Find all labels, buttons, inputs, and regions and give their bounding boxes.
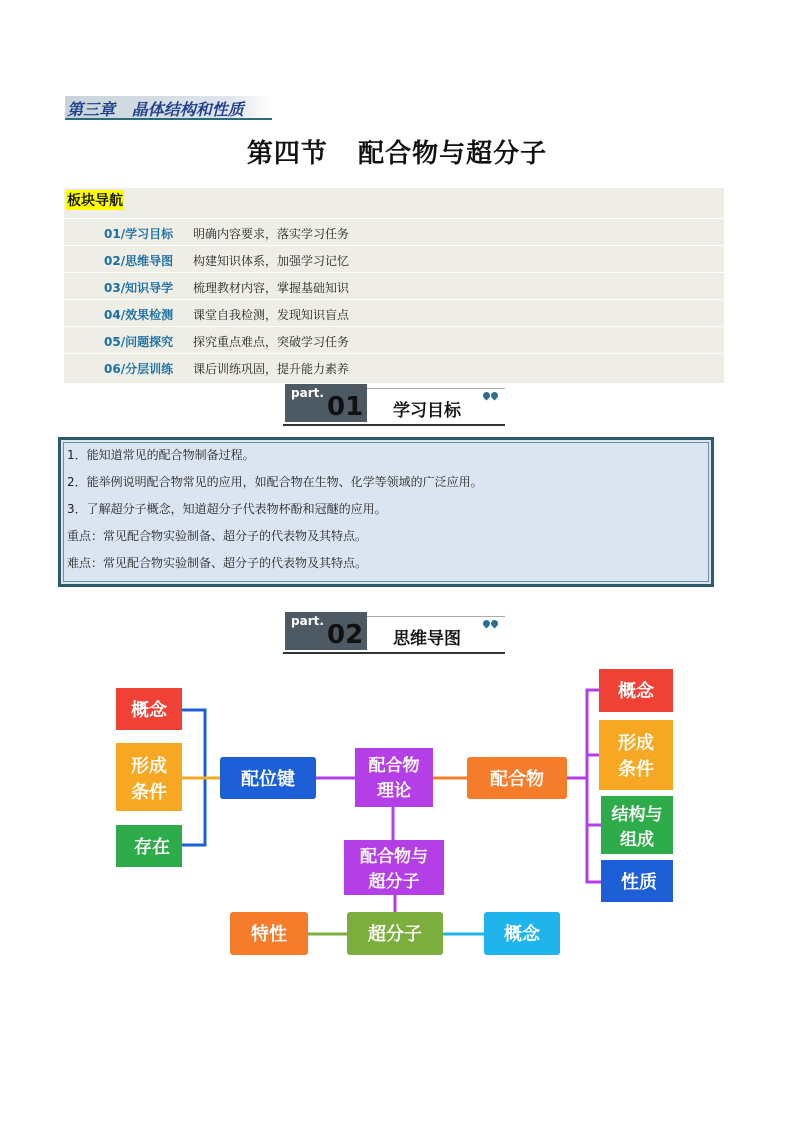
node-label: 配合物与 — [360, 847, 428, 867]
part-label: 学习目标 — [393, 401, 461, 421]
part-word: part. — [291, 614, 324, 628]
nav-item-description: 课后训练巩固，提升能力素养 — [193, 362, 350, 376]
node-label: 配位键 — [241, 769, 295, 790]
node-complex[interactable] — [467, 757, 567, 799]
node-bottom-concept[interactable] — [484, 912, 560, 955]
nav-item-description: 课堂自我检测，发现知识盲点 — [193, 308, 350, 322]
node-properties[interactable] — [601, 860, 673, 902]
node-label: 形成 — [131, 756, 167, 777]
nav-item-description: 探究重点难点，突破学习任务 — [193, 335, 350, 349]
node-label: 特性 — [251, 924, 287, 945]
node-label: 配合物 — [368, 756, 420, 776]
node-label: 形成 — [618, 733, 654, 754]
node-label: 超分子 — [368, 872, 420, 892]
node-label: 超分子 — [368, 924, 422, 945]
node-label: 条件 — [618, 759, 654, 780]
node-label: 概念 — [131, 700, 167, 721]
part-word: part. — [291, 386, 324, 400]
node-label: 条件 — [131, 782, 167, 803]
goal-line: 难点：常见配合物实验制备、超分子的代表物及其特点。 — [67, 556, 368, 570]
nav-item-number: 06/分层训练 — [104, 362, 174, 376]
section-nav-heading: 板块导航 — [66, 190, 124, 210]
nav-item-number: 04/效果检测 — [104, 308, 174, 322]
node-coordinate-bond[interactable] — [220, 757, 316, 799]
node-right-formation[interactable] — [599, 720, 673, 790]
goal-line: 1．能知道常见的配合物制备过程。 — [67, 448, 255, 462]
goal-line: 2．能举例说明配合物常见的应用，如配合物在生物、化学等领域的广泛应用。 — [67, 475, 483, 489]
nav-item-description: 明确内容要求，落实学习任务 — [193, 227, 350, 241]
node-left-existence[interactable] — [116, 825, 182, 867]
node-right-concept[interactable] — [599, 669, 673, 712]
page-title: 第四节 配合物与超分子 — [246, 139, 548, 169]
node-label: 配合物 — [490, 769, 544, 790]
part-number: 02 — [327, 620, 364, 650]
part-label: 思维导图 — [393, 629, 461, 649]
node-label: 概念 — [504, 924, 540, 945]
node-label: 存在 — [134, 837, 170, 858]
node-label: 理论 — [377, 781, 411, 801]
node-supramolecule[interactable] — [347, 912, 443, 955]
part-number: 01 — [327, 392, 364, 422]
node-characteristics[interactable] — [230, 912, 308, 955]
nav-item-description: 梳理教材内容，掌握基础知识 — [193, 281, 350, 295]
node-label: 结构与 — [611, 805, 663, 825]
node-structure-composition[interactable] — [601, 796, 673, 854]
nav-item-number: 05/问题探究 — [104, 335, 174, 349]
goal-line: 重点：常见配合物实验制备、超分子的代表物及其特点。 — [67, 529, 368, 543]
chapter-label: 第三章 晶体结构和性质 — [67, 100, 244, 119]
node-label: 组成 — [620, 830, 654, 850]
connector — [587, 690, 601, 882]
node-left-formation[interactable] — [116, 743, 182, 811]
nav-item-number: 01/学习目标 — [104, 227, 174, 241]
node-label: 性质 — [621, 872, 657, 893]
nav-item-description: 构建知识体系，加强学习记忆 — [193, 254, 350, 268]
node-complex-supramolecule[interactable] — [344, 840, 444, 895]
node-label: 概念 — [618, 681, 654, 702]
nav-item-number: 02/思维导图 — [104, 254, 174, 268]
node-complex-theory[interactable] — [355, 748, 433, 807]
node-left-concept[interactable] — [116, 688, 182, 730]
goal-line: 3．了解超分子概念，知道超分子代表物杯酚和冠醚的应用。 — [67, 502, 387, 516]
nav-item-number: 03/知识导学 — [104, 281, 174, 295]
